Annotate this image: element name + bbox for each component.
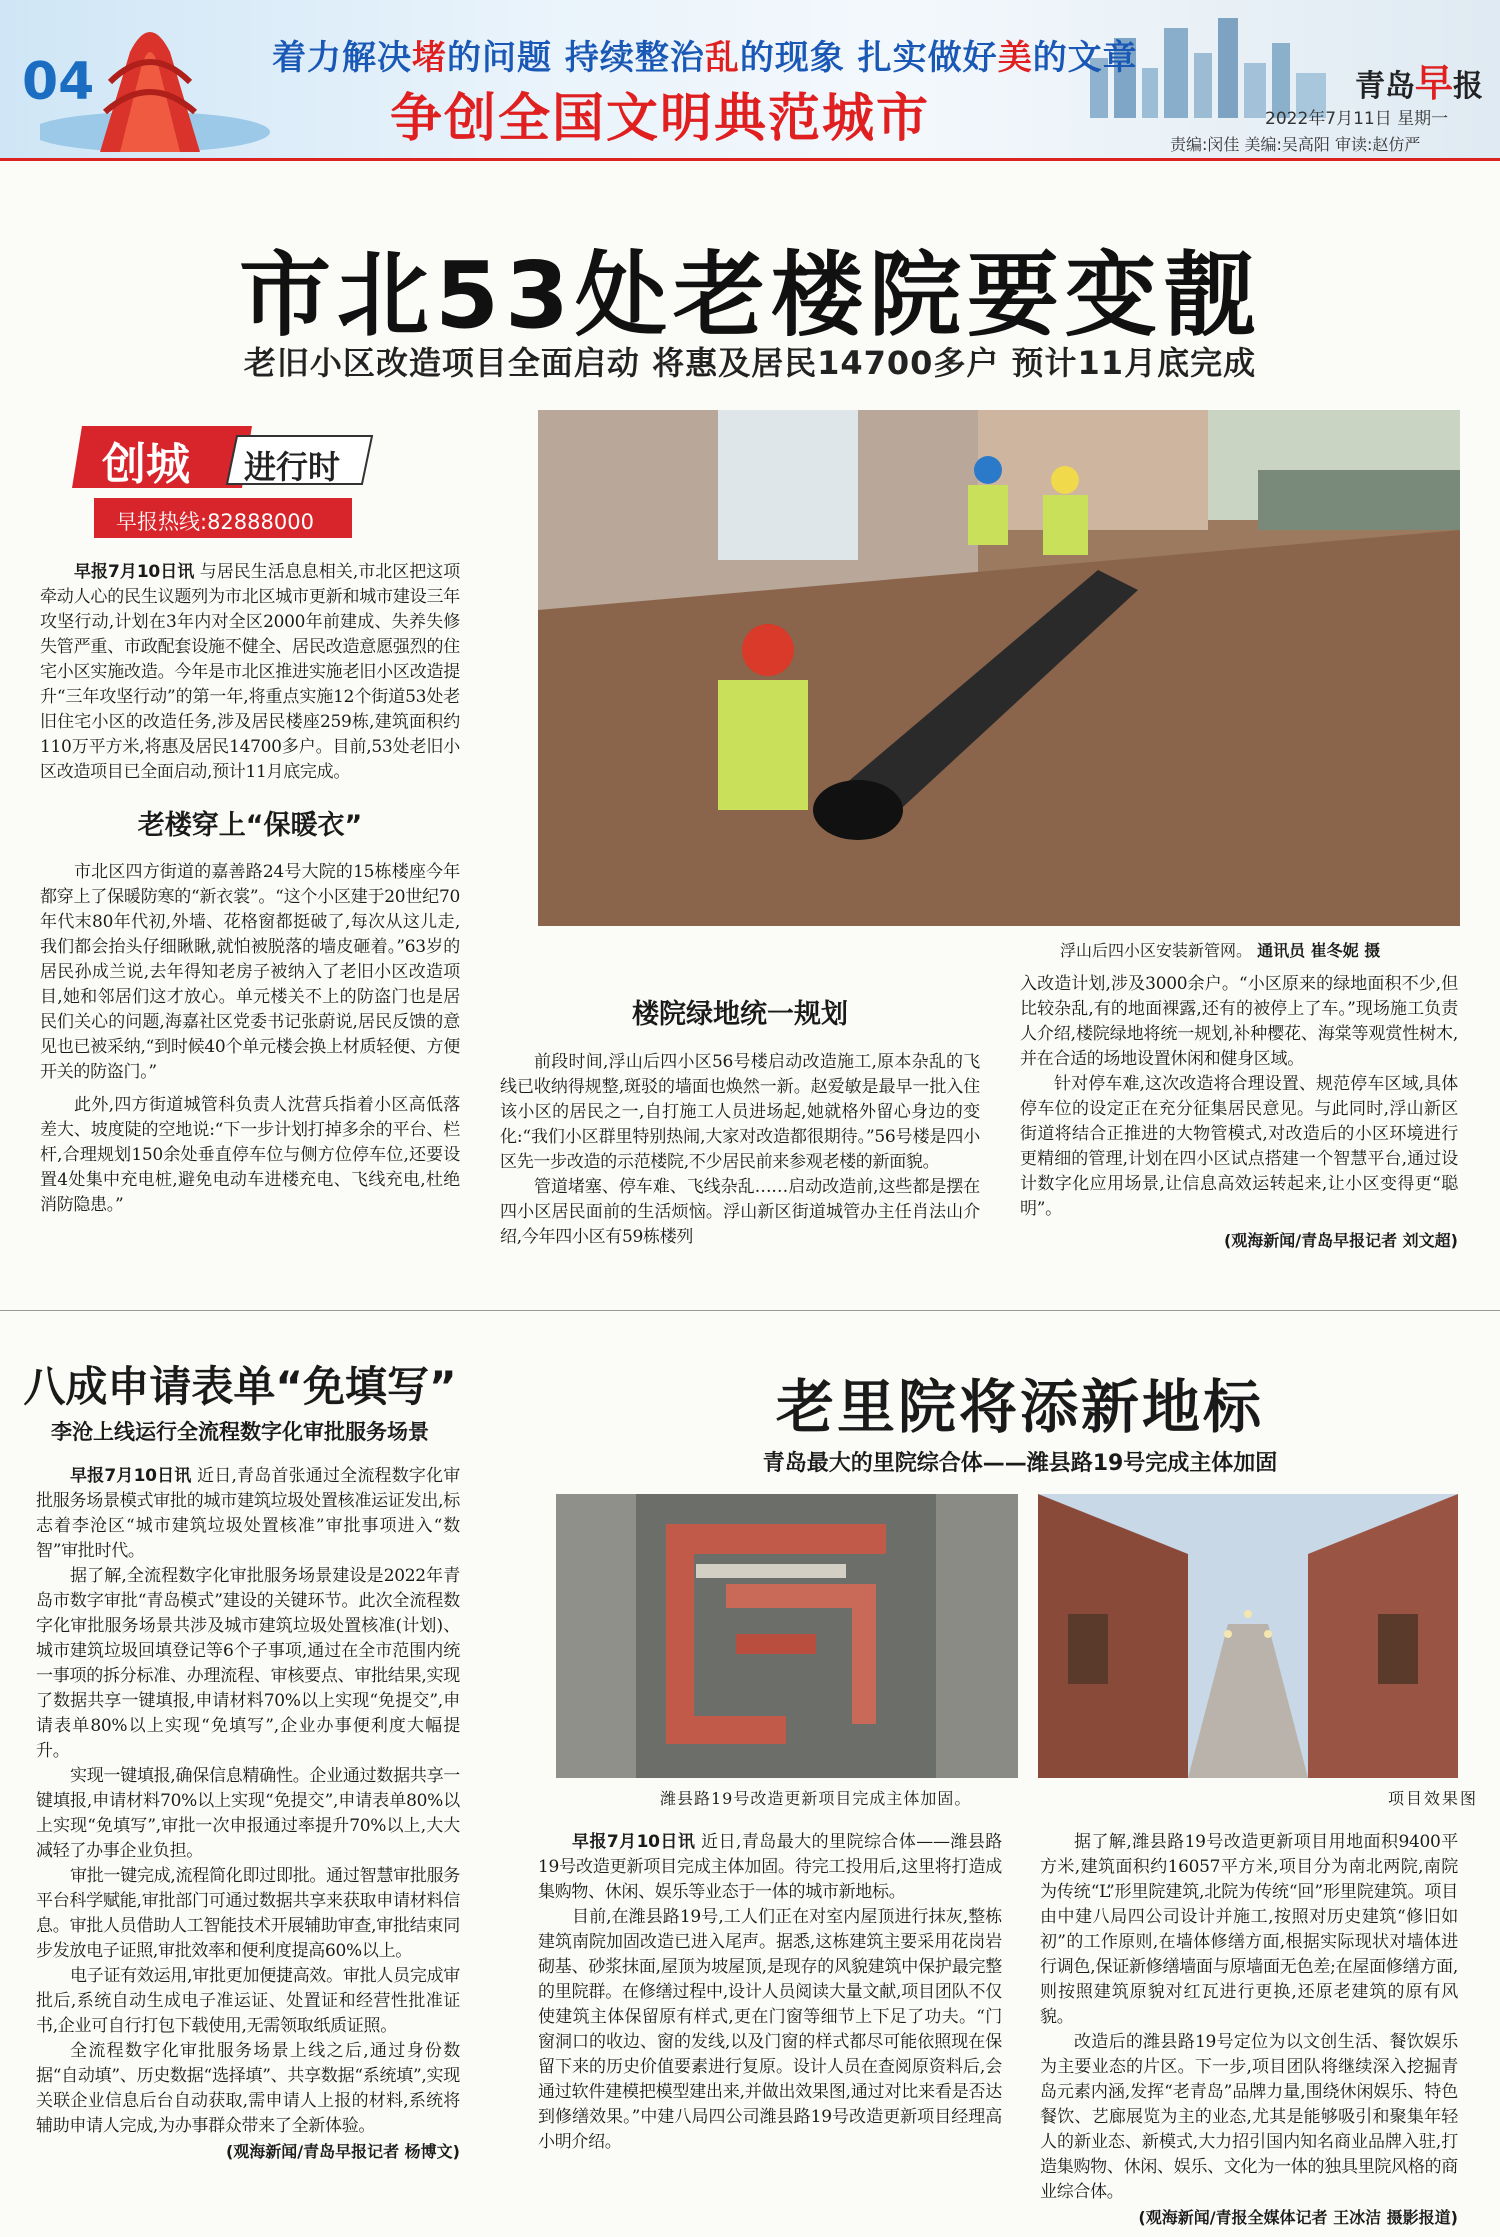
story1-paragraph-4: 前段时间,浮山后四小区56号楼启动改造施工,原本杂乱的飞线已收纳得规整,斑驳的墙面也焕然一新。赵爱敏是最早一批入住该小区的居民之一,自打施工人员进场起,她就格外留心身边的变化:“我们小区群里特别热闹,大家对改造都很期待。”56号楼是四小区先一步改造的示范楼院,不少居民前来参观老楼的新面貌。 — [500, 1052, 980, 1172]
badge-main-text: 创城 — [102, 439, 190, 490]
story1-paragraph-1 — [40, 560, 460, 785]
story2-paragraph-6: 全流程数字化审批服务场景上线之后,通过身份数据“自动填”、历史数据“选择填”、共享数据“系统填”,实现关联企业信息后台自动获取,需申请人上报的材料,系统将辅助申请人完成,为办事群众带来了全新体验。 — [36, 2041, 460, 2136]
story1-paragraph-2: 市北区四方街道的嘉善路24号大院的15栋楼座今年都穿上了保暖防寒的“新衣裳”。“这个小区建于20世纪70年代末80年代初,外墙、花格窗都挺破了,每次从这儿走,我们都会抬头仔细瞅瞅,就怕被脱落的墙皮砸着。”63岁的居民孙成兰说,去年得知老房子被纳入了老旧小区改造项目,她和邻居们这才放心。单元楼关不上的防盗门也是居民们关心的问题,海嘉社区党委书记张蔚说,居民反馈的意见也已被采纳,“到时候40个单元楼会换上材质轻便、方便开关的防盗门。” — [40, 862, 460, 1082]
story1-paragraph-5: 管道堵塞、停车难、飞线杂乱……启动改造前,这些都是摆在四小区居民面前的生活烦恼。浮山新区街道城管办主任肖法山介绍,今年四小区有59栋楼列 — [500, 1177, 980, 1247]
story3-credit: (观海新闻/青报全媒体记者 王冰洁 摄影报道) — [1138, 2208, 1458, 2227]
story1-column-middle — [500, 1050, 980, 1250]
slogan-segment: 美 — [997, 38, 1033, 78]
story3-headline: 老里院将添新地标 — [775, 1373, 1264, 1441]
slogan-segment: 着力解决 — [272, 38, 412, 78]
dateline: 早报7月10日讯 — [572, 1832, 696, 1852]
story2-column — [36, 1464, 460, 2162]
story1-section-heading-green: 楼院绿地统一规划 — [632, 999, 848, 1030]
rendering-image — [1038, 1494, 1458, 1778]
construction-photo — [538, 410, 1460, 926]
story2-subheadline: 李沧上线运行全流程数字化审批服务场景 — [51, 1420, 429, 1444]
aerial-photo-graphic — [556, 1494, 1018, 1778]
rendering-caption: 项目效果图 — [1388, 1789, 1479, 1808]
badge-secondary-text: 进行时 — [244, 448, 341, 486]
story3-paragraph-1 — [538, 1830, 1002, 1905]
masthead-text-a: 青岛 — [1355, 69, 1415, 104]
dateline: 早报7月10日讯 — [74, 562, 195, 582]
story1-headline: 市北53处老楼院要变靓 — [238, 242, 1262, 349]
story3-subheadline: 青岛最大的里院综合体——潍县路19号完成主体加固 — [762, 1451, 1278, 1476]
story3-paragraph-4: 改造后的潍县路19号定位为以文创生活、餐饮娱乐为主要业态的片区。下一步,项目团队将继续深入挖掘青岛元素内涵,发挥“老青岛”品牌力量,围绕休闲娱乐、特色餐饮、艺廊展览为主的业态,尤其是能够吸引和聚集年轻人的新业态、新模式,大力招引国内知名商业品牌入驻,打造集购物、休闲、娱乐、文化为一体的独具里院风格的商业综合体。 — [1040, 2032, 1458, 2202]
newspaper-masthead — [1355, 52, 1483, 107]
aerial-photo — [556, 1494, 1018, 1778]
photo-credit-text: 通讯员 崔冬妮 摄 — [1257, 941, 1381, 960]
construction-photo-caption — [1060, 938, 1380, 961]
aerial-photo-caption: 潍县路19号改造更新项目完成主体加固。 — [660, 1789, 972, 1808]
masthead-text-b: 早 — [1415, 61, 1454, 105]
slogan-segment: 的文章 — [1032, 38, 1138, 78]
story2-paragraph-1 — [36, 1464, 460, 1564]
slogan-segment: 的问题 持续整治 — [447, 38, 705, 78]
story2-paragraph-5: 电子证有效运用,审批更加便捷高效。审批人员完成审批后,系统自动生成电子准运证、处置证和经营性批准证书,企业可自行打包下载使用,无需领取纸质证照。 — [36, 1966, 460, 2036]
paragraph-text: 近日,青岛最大的里院综合体——潍县路19号改造更新项目完成主体加固。待完工投用后,这里将打造成集购物、休闲、娱乐等业态于一体的城市新地标。 — [538, 1832, 1002, 1902]
story1-paragraph-6: 入改造计划,涉及3000余户。“小区原来的绿地面积不少,但比较杂乱,有的地面裸露,还有的被停上了车。”现场施工负责人介绍,楼院绿地将统一规划,补种樱花、海棠等观赏性树木,并在合适的场地设置休闲和健身区域。 — [1020, 974, 1458, 1069]
dateline: 早报7月10日讯 — [70, 1466, 192, 1486]
issue-date: 2022年7月11日 星期一 — [1265, 109, 1449, 129]
story1-section-heading-warm: 老楼穿上“保暖衣” — [137, 810, 363, 841]
editor-credits: 责编:闵佳 美编:吴高阳 审读:赵仿严 — [1170, 135, 1421, 154]
paragraph-text: 近日,青岛首张通过全流程数字化审批服务场景模式审批的城市建筑垃圾处置核准运证发出,标志着李沧区“城市建筑垃圾处置核准”审批事项进入“数智”审批时代。 — [36, 1466, 460, 1561]
rendering-graphic — [1038, 1494, 1458, 1778]
slogan-segment: 的现象 扎实做好 — [739, 38, 998, 78]
story3-column-right — [1040, 1830, 1458, 2228]
chuangcheng-badge — [72, 418, 382, 546]
slogan-segment: 乱 — [704, 38, 740, 78]
story2-paragraph-4: 审批一键完成,流程简化即过即批。通过智慧审批服务平台科学赋能,审批部门可通过数据共享来获取申请材料信息。审批人员借助人工智能技术开展辅助审查,审批结束同步发放电子证照,审批效率和便利度提高60%以上。 — [36, 1866, 460, 1961]
story1-paragraph-3: 此外,四方街道城管科负责人沈营兵指着小区高低落差大、坡度陡的空地说:“下一步计划打掉多余的平台、栏杆,合理规划150余处垂直停车位与侧方位停车位,还要设置4处集中充电桩,避免电动车进楼充电、飞线充电,杜绝消防隐患。” — [40, 1095, 460, 1215]
page-number: 04 — [22, 52, 95, 112]
photo-caption-text: 浮山后四小区安装新管网。 — [1060, 941, 1253, 960]
story1-paragraph-7: 针对停车难,这次改造将合理设置、规范停车区域,具体停车位的设定正在充分征集居民意见。与此同时,浮山新区街道将结合正推进的大物管模式,对改造后的小区环境进行更精细的管理,计划在四小区试点搭建一个智慧平台,通过设计数字化应用场景,让信息高效运转起来,让小区变得更“聪明”。 — [1020, 1074, 1458, 1219]
story1-subheadline: 老旧小区改造项目全面启动 将惠及居民14700多户 预计11月底完成 — [243, 344, 1257, 382]
slogan-segment: 堵 — [412, 38, 447, 78]
construction-photo-graphic — [538, 410, 1460, 926]
hotline-text: 早报热线:82888000 — [116, 510, 314, 534]
paragraph-text: 与居民生活息息相关,市北区把这项牵动人心的民生议题列为市北区城市更新和城市建设三年攻坚行动,计划在3年内对全区2000年前建成、失养失修失管严重、市政配套设施不健全、居民改造意愿强烈的住宅小区实施改造。今年是市北区推进实施老旧小区改造提升“三年攻坚行动”的第一年,将重点实施12个街道53处老旧住宅小区的改造任务,涉及居民楼座259栋,建筑面积约110万平方米,将惠及居民14700多户。目前,53处老旧小区改造项目已全面启动,预计11月底完成。 — [40, 562, 460, 782]
story3-paragraph-3: 据了解,潍县路19号改造更新项目用地面积9400平方米,建筑面积约16057平方米,项目分为南北两院,南院为传统“L”形里院建筑,北院为传统“回”形里院建筑。项目由中建八局四公司设计并施工,按照对历史建筑“修旧如初”的工作原则,在墙体修缮方面,根据实际现状对墙体进行调色,保证新修缮墙面与原墙面无色差;在屋面修缮方面,则按照建筑原貌对红瓦进行更换,还原老建筑的原有风貌。 — [1040, 1832, 1458, 2027]
story3-column-left — [538, 1830, 1002, 2155]
slogan-line-2: 争创全国文明典范城市 — [390, 89, 931, 149]
story1-column-left — [40, 560, 460, 1218]
story3-paragraph-2: 目前,在潍县路19号,工人们正在对室内屋顶进行抹灰,整栋建筑南院加固改造已进入尾声。据悉,这栋建筑主要采用花岗岩砌基、砂浆抹面,屋顶为坡屋顶,是现存的风貌建筑中保护最完整的里院群。在修缮过程中,设计人员阅读大量文献,项目团队不仅使建筑主体保留原有样式,更在门窗等细节上下足了功夫。“门窗洞口的收边、窗的发线,以及门窗的样式都尽可能依照现在保留下来的历史价值要素进行复原。设计人员在查阅原资料后,会通过软件建模把模型建出来,并做出效果图,通过对比来看是否达到修缮效果。”中建八局四公司潍县路19号改造更新项目经理高小明介绍。 — [538, 1907, 1002, 2152]
story1-credit: (观海新闻/青岛早报记者 刘文超) — [1223, 1231, 1458, 1250]
masthead-text-c: 报 — [1453, 69, 1484, 104]
story2-credit: (观海新闻/青岛早报记者 杨博文) — [225, 2142, 460, 2161]
section-divider — [0, 1310, 1500, 1311]
story2-headline: 八成申请表单“免填写” — [23, 1362, 457, 1411]
story2-paragraph-2: 据了解,全流程数字化审批服务场景建设是2022年青岛市数字审批“青岛模式”建设的关键环节。此次全流程数字化审批服务场景共涉及城市建筑垃圾处置核准(计划)、城市建筑垃圾回填登记等6个子事项,通过在全市范围内统一事项的拆分标准、办理流程、审核要点、审批结果,实现了数据共享一键填报,申请材料70%以上实现“免提交”,申请表单80%以上实现“免填写”,企业办事便利度大幅提升。 — [36, 1566, 460, 1761]
story2-paragraph-3: 实现一键填报,确保信息精确性。企业通过数据共享一键填报,申请材料70%以上实现“免提交”,申请表单80%以上实现“免填写”,审批一次申报通过率提升70%以上,大大减轻了办事企业负担。 — [36, 1766, 460, 1861]
page-header — [0, 0, 1500, 161]
story1-column-right — [1020, 972, 1458, 1251]
slogan-line-1 — [272, 30, 1138, 79]
